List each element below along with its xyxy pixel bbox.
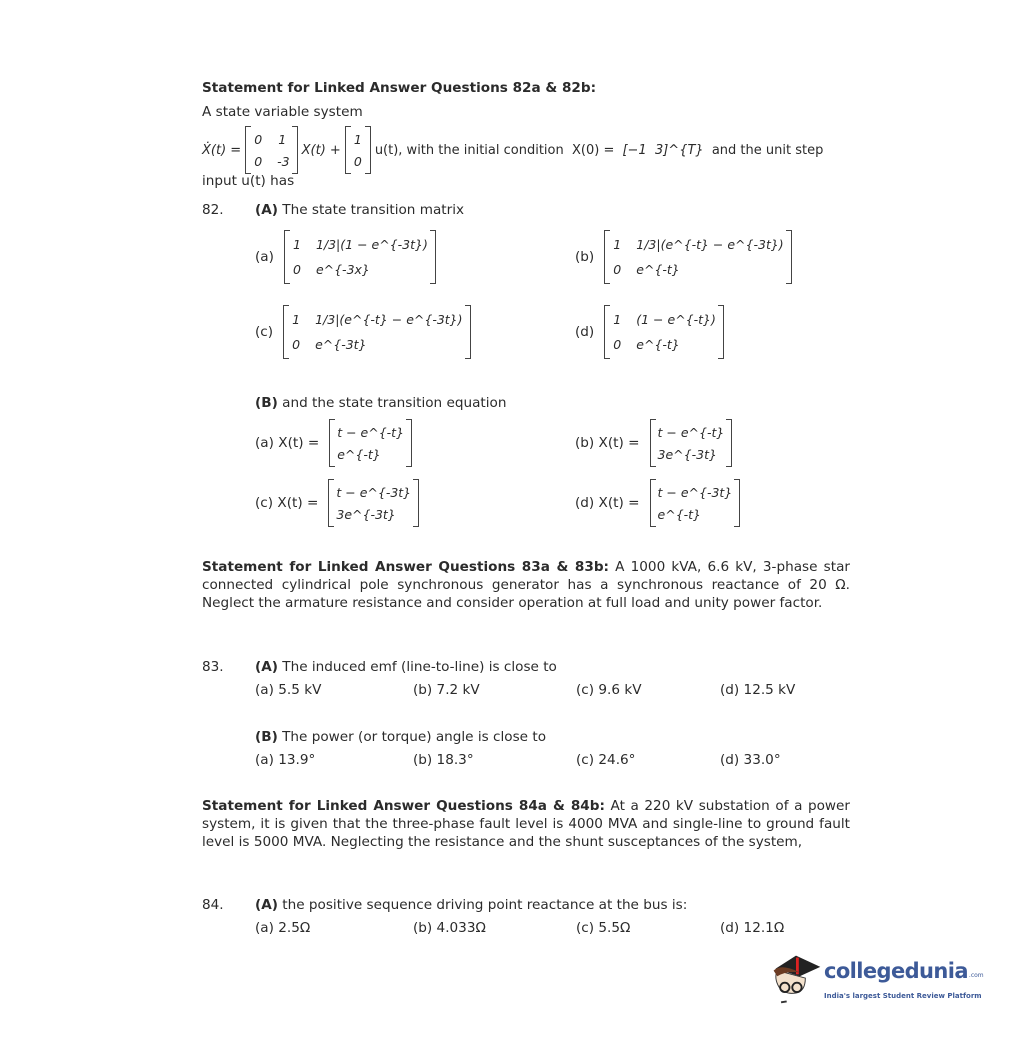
q82-intro: A state variable system	[202, 104, 363, 120]
q82a-option-b[interactable]	[575, 230, 792, 284]
matrix-cell: (1 − e^{-t})	[636, 312, 716, 327]
logo-wordmark-group	[824, 958, 984, 984]
b-matrix	[345, 126, 371, 174]
q82-number: 82.	[202, 202, 224, 218]
matrix-cell: 0	[254, 131, 263, 147]
matrix	[284, 230, 436, 284]
q83b-option-a[interactable]: (a) 13.9°	[255, 752, 316, 768]
q82b-option-d[interactable]	[575, 479, 740, 527]
q83-part-a: (A) The induced emf (line-to-line) is close to	[255, 659, 557, 675]
q82-heading: Statement for Linked Answer Questions 82a & 82b:	[202, 80, 597, 96]
option-label: (a) X(t) =	[255, 435, 320, 451]
matrix-cell: 0	[613, 337, 622, 352]
q83a-option-c[interactable]: (c) 9.6 kV	[576, 682, 642, 698]
q83b-option-b[interactable]: (b) 18.3°	[413, 752, 474, 768]
option-label: (a)	[255, 249, 274, 265]
q82b-option-c[interactable]	[255, 479, 419, 527]
q83a-option-d[interactable]: (d) 12.5 kV	[720, 682, 796, 698]
q82a-option-d[interactable]	[575, 305, 724, 359]
matrix-cell: 0	[353, 153, 362, 169]
q84-statement: Statement for Linked Answer Questions 84a & 84b: At a 220 kV substation of a power system, it is given that the three-phase fault level is 4000 MVA and single-line to ground fault level is 5000 MVA. Neglecting the resistance and the shunt susceptances of the system,	[202, 798, 851, 850]
matrix-cell: 1	[292, 312, 301, 327]
q83b-option-d[interactable]: (d) 33.0°	[720, 752, 781, 768]
collegedunia-logo	[768, 948, 1008, 1010]
option-label: (c) X(t) =	[255, 495, 319, 511]
state-equation: Ẋ(t) = 0 1 0 -3 X(t) + 1 0 u(t), with the initial condition X(0) = [−1 3]^{T} and the unit step	[202, 126, 823, 174]
q84a-option-c[interactable]: (c) 5.5Ω	[576, 920, 631, 936]
matrix-cell: 1/3|(1 − e^{-3t})	[315, 237, 428, 252]
matrix-cell: e^{-t}	[657, 506, 702, 522]
q84-part-a: (A) the positive sequence driving point reactance at the bus is:	[255, 897, 688, 913]
matrix	[328, 479, 419, 527]
matrix-cell: 1	[353, 131, 362, 147]
option-label: (d)	[575, 324, 595, 340]
q82-part-b: (B) and the state transition equation	[255, 395, 507, 411]
matrix-cell: 1	[613, 312, 622, 327]
a-matrix	[245, 126, 297, 174]
q83b-option-c[interactable]: (c) 24.6°	[576, 752, 636, 768]
matrix-cell: e^{-3x}	[315, 262, 370, 277]
q83-number: 83.	[202, 659, 224, 675]
matrix-cell: t − e^{-t}	[657, 424, 725, 440]
matrix-cell: -3	[277, 153, 290, 169]
q82b-option-b[interactable]	[575, 419, 732, 467]
student-mascot-icon	[768, 948, 824, 1010]
q84a-option-a[interactable]: (a) 2.5Ω	[255, 920, 311, 936]
q84-number: 84.	[202, 897, 224, 913]
matrix	[650, 479, 741, 527]
matrix	[650, 419, 733, 467]
q83a-option-b[interactable]: (b) 7.2 kV	[413, 682, 480, 698]
matrix-cell: e^{-t}	[337, 446, 381, 462]
matrix-cell: e^{-t}	[636, 337, 680, 352]
q82-part-a: (A) The state transition matrix	[255, 202, 465, 218]
matrix-cell: 0	[254, 153, 263, 169]
matrix-cell: 1	[278, 131, 287, 147]
q84a-option-d[interactable]: (d) 12.1Ω	[720, 920, 785, 936]
matrix-cell: 1/3|(e^{-t} − e^{-3t})	[315, 312, 463, 327]
matrix	[245, 126, 297, 174]
matrix-cell: 0	[292, 337, 301, 352]
q83-statement: Statement for Linked Answer Questions 83a & 83b: A 1000 kVA, 6.6 kV, 3-phase star connected cylindrical pole synchronous generator has a synchronous reactance of 20 Ω. Neglect the armature resistance and consider operation at full load and unity power factor.	[202, 559, 850, 611]
matrix-cell: 0	[292, 262, 301, 277]
q83-part-b: (B) The power (or torque) angle is close to	[255, 729, 547, 745]
matrix	[329, 419, 412, 467]
option-label: (b) X(t) =	[575, 435, 640, 451]
q84a-option-b[interactable]: (b) 4.033Ω	[413, 920, 486, 936]
matrix-cell: e^{-3t}	[315, 337, 367, 352]
matrix-cell: 1/3|(e^{-t} − e^{-3t})	[636, 237, 784, 252]
matrix-cell: 3e^{-3t}	[336, 506, 396, 522]
matrix	[345, 126, 371, 174]
q82a-option-c[interactable]	[255, 305, 471, 359]
q82a-option-a[interactable]	[255, 230, 436, 284]
matrix-cell: t − e^{-3t}	[336, 484, 412, 500]
q82-line2: input u(t) has	[202, 173, 295, 189]
option-label: (c)	[255, 324, 274, 340]
logo-wordmark: collegedunia	[824, 959, 968, 983]
matrix-cell: 1	[292, 237, 301, 252]
logo-tagline: India's largest Student Review Platform	[824, 992, 982, 1000]
matrix	[283, 305, 470, 359]
option-label: (b)	[575, 249, 595, 265]
matrix-cell: t − e^{-3t}	[657, 484, 733, 500]
matrix-cell: 3e^{-3t}	[657, 446, 717, 462]
option-label: (d) X(t) =	[575, 495, 640, 511]
logo-suffix: .com	[968, 972, 984, 979]
matrix	[604, 230, 791, 284]
q82b-option-a[interactable]	[255, 419, 412, 467]
matrix	[604, 305, 724, 359]
matrix-cell: e^{-t}	[636, 262, 680, 277]
matrix-cell: 0	[613, 262, 622, 277]
q83a-option-a[interactable]: (a) 5.5 kV	[255, 682, 322, 698]
matrix-cell: t − e^{-t}	[337, 424, 405, 440]
matrix-cell: 1	[613, 237, 622, 252]
initial-condition: [−1 3]^{T}	[622, 142, 704, 158]
